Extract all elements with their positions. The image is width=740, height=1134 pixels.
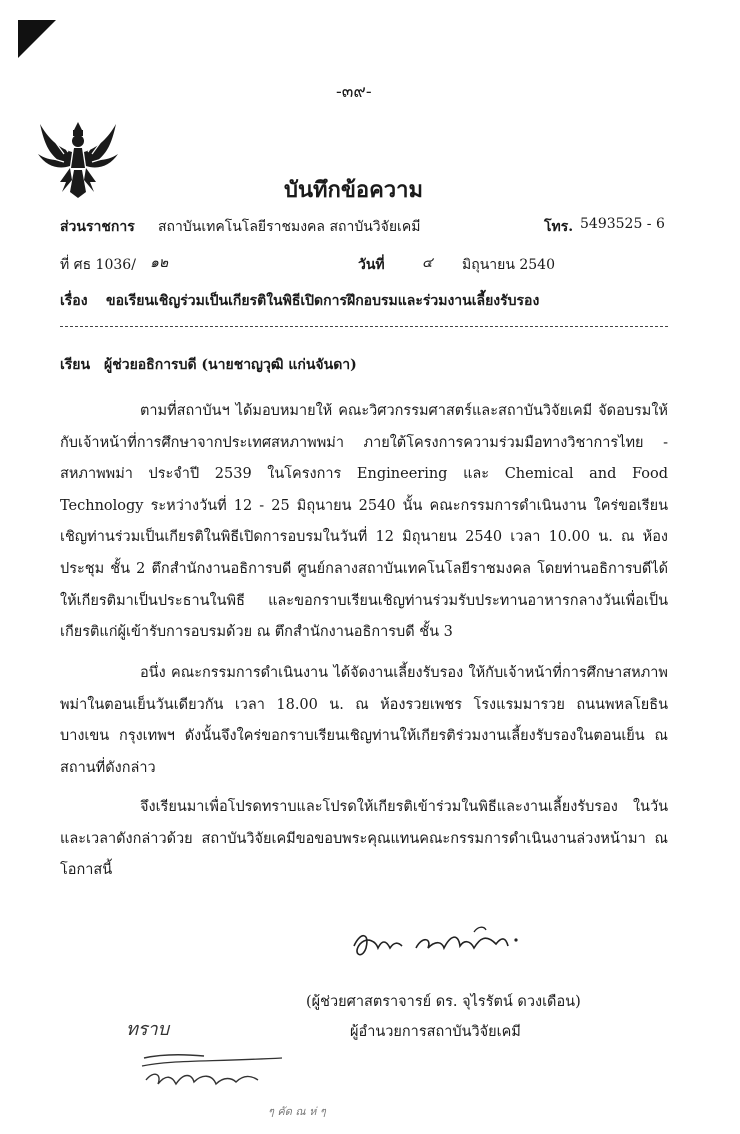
body-paragraph-3: จึงเรียนมาเพื่อโปรดทราบและโปรดให้เกียรติเข้าร่วมในพิธีและงานเลี้ยงรับรอง ในวันและเวลาดังกล่าวด้วย สถาบันวิจัยเคมีขอขอบพระคุณแทนคณะกรรมการดำเนินงานล่วงหน้ามา ณ โอกาสนี้ [60,799,668,879]
body-paragraph-2: อนึ่ง คณะกรรมการดำเนินงาน ได้จัดงานเลี้ยงรับรอง ให้กับเจ้าหน้าที่การศึกษาสหภาพพม่าในตอนเย็นวันเดียวกัน เวลา 18.00 น. ณ ห้องรวยเพชร โรงแรมมารวย ถนนพหลโยธิน บางเขน กรุงเทพฯ ดังนั้นจึงใคร่ขอกราบเรียนเชิญท่านให้เกียรติร่วมงานเลี้ยงรับรองในตอนเย็น ณ สถานที่ดังกล่าว [60,665,668,776]
handwritten-signature [346,918,526,964]
handwritten-note-2: ๆ คัด ณ ห่ ๆ [268,1105,326,1118]
divider [60,326,668,327]
salutation-label: เรียน [60,357,91,373]
date-label: วันที่ [358,257,385,273]
memo-title: บันทึกข้อความ [284,177,424,203]
tel-value: 5493525 - 6 [580,216,665,232]
garuda-emblem-icon [34,118,122,200]
corner-mark [18,20,56,58]
handwritten-note-1: ทราบ [126,1019,170,1040]
subject-label: เรื่อง [60,293,88,309]
body-paragraph-1: ตามที่สถาบันฯ ได้มอบหมายให้ คณะวิศวกรรมศาสตร์และสถาบันวิจัยเคมี จัดอบรมให้กับเจ้าหน้าที่การศึกษาจากประเทศสหภาพพม่า ภายใต้โครงการความร่วมมือทางวิชาการไทย - สหภาพพม่า ประจำปี 2539 ในโครงการ Engineering และ Chemical and Food Technology ระหว่างวันที่ 12 - 25 มิถุนายน 2540 นั้น คณะกรรมการดำเนินงาน ใคร่ขอเรียนเชิญท่านร่วมเป็นเกียรติในพิธีเปิดการอบรมในวันที่ 12 มิถุนายน 2540 เวลา 10.00 น. ณ ห้องประชุม ชั้น 2 ตึกสำนักงานอธิการบดี ศูนย์กลางสถาบันเทคโนโลยีราชมงคล โดยท่านอธิการบดีได้ให้เกียรติมาเป็นประธานในพิธี และขอกราบเรียนเชิญท่านร่วมรับประทานอาหารกลางวันเพื่อเป็นเกียรติแก่ผู้เข้ารับการอบรมด้วย ณ ตึกสำนักงานอธิการบดี ชั้น 3 [60,403,668,641]
signer-position: ผู้อำนวยการสถาบันวิจัยเคมี [350,1024,521,1040]
handwritten-scribble [132,1044,292,1094]
page-number: -๓๙- [336,82,372,102]
ref-label: ที่ ศธ 1036/ [60,257,136,273]
salutation-value: ผู้ช่วยอธิการบดี (นายชาญวุฒิ แก่นจันดา) [104,357,357,373]
tel-label: โทร. [544,219,574,235]
signer-name: (ผู้ช่วยศาสตราจารย์ ดร. จุไรรัตน์ ดวงเดือน) [306,994,581,1010]
subject-value: ขอเรียนเชิญร่วมเป็นเกียรติในพิธีเปิดการฝึกอบรมและร่วมงานเลี้ยงรับรอง [106,293,540,309]
ref-handwritten: ๑๒ [150,255,169,271]
dept-value: สถาบันเทคโนโลยีราชมงคล สถาบันวิจัยเคมี [158,219,421,235]
dept-label: ส่วนราชการ [60,219,135,235]
date-rest: มิถุนายน 2540 [462,257,555,273]
date-day-handwritten: ๔ [422,255,433,271]
